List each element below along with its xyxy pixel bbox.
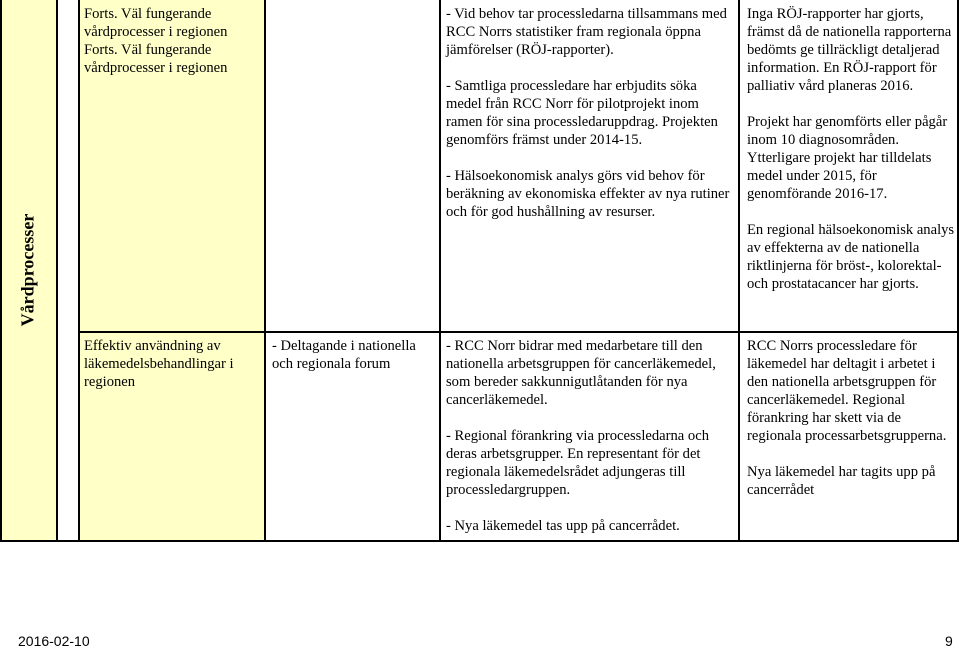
row1-status-2: Projekt har genomförts eller pågår inom 10 diagnosområden. Ytterligare projekt har tilldelats medel under 2015, för genomförande 2016-17. bbox=[747, 114, 948, 202]
row1-activity-2: - Samtliga processledare har erbjudits söka medel från RCC Norr för pilotprojekt inom ramen för sina processledaruppdrag. Projekten genomförs främst under 2014-15. bbox=[446, 78, 718, 148]
row-divider bbox=[78, 331, 958, 333]
footer-page-number: 9 bbox=[945, 633, 953, 648]
row2-activity-3: - Nya läkemedel tas upp på cancerrådet. bbox=[446, 518, 680, 534]
table-border-right bbox=[957, 0, 959, 541]
row2-status-1: RCC Norrs processledare för läkemedel har deltagit i arbetet i den nationella arbetsgruppen för cancerläkemedel. Regional förankring har skett via de regionala processarbetsgrupperna. bbox=[747, 338, 947, 444]
table-border-bottom bbox=[0, 540, 959, 542]
row1-area bbox=[84, 5, 260, 77]
row2-activity-1: - RCC Norr bidrar med medarbetare till den nationella arbetsgruppen för cancerläkemedel, som bereder sakkunnigutlåtanden för nya cancerläkemedel. bbox=[446, 338, 716, 408]
side-label: Vårdprocesser bbox=[17, 213, 38, 327]
column-divider-2 bbox=[78, 0, 80, 541]
row2-activity-2: - Regional förankring via processledarna och deras arbetsgrupper. En representant för det regionala läkemedelsrådet adjungeras till processledargruppen. bbox=[446, 428, 709, 498]
row1-status bbox=[747, 5, 957, 293]
column-divider-4 bbox=[439, 0, 441, 541]
row2-status-2: Nya läkemedel har tagits upp på cancerrådet bbox=[747, 464, 936, 498]
row2-action: - Deltagande i nationella och regionala forum bbox=[272, 338, 416, 372]
column-divider-1 bbox=[56, 0, 58, 541]
row2-status bbox=[747, 337, 957, 499]
column-divider-3 bbox=[264, 0, 266, 541]
row1-activity-3: - Hälsoekonomisk analys görs vid behov för beräkning av ekonomiska effekter av nya rutiner och för god hushållning av resurser. bbox=[446, 168, 730, 220]
side-label-wrap bbox=[0, 0, 56, 541]
row1-activities bbox=[446, 5, 730, 221]
footer-date: 2016-02-10 bbox=[18, 633, 90, 648]
row2-area: Effektiv användning av läkemedelsbehandlingar i regionen bbox=[84, 338, 234, 390]
row1-status-1: Inga RÖJ-rapporter har gjorts, främst då de nationella rapporterna bedömts ge tillräckligt detaljerad information. En RÖJ-rapport för palliativ vård planeras 2016. bbox=[747, 6, 952, 94]
column-divider-5 bbox=[738, 0, 740, 541]
row1-area-line-2: Forts. Väl fungerande vårdprocesser i regionen bbox=[84, 42, 228, 76]
row2-activities bbox=[446, 337, 730, 535]
area-column-bg bbox=[79, 0, 264, 541]
row1-activity-1: - Vid behov tar processledarna tillsammans med RCC Norrs statistiker fram regionala öppna jämförelser (RÖJ-rapporter). bbox=[446, 6, 727, 58]
row1-area-line-1: Forts. Väl fungerande vårdprocesser i regionen bbox=[84, 6, 228, 40]
row1-status-3: En regional hälsoekonomisk analys av effekterna av de nationella riktlinjerna för bröst-, kolorektal- och prostatacancer har gjorts. bbox=[747, 222, 955, 292]
table-border-left bbox=[0, 0, 2, 541]
